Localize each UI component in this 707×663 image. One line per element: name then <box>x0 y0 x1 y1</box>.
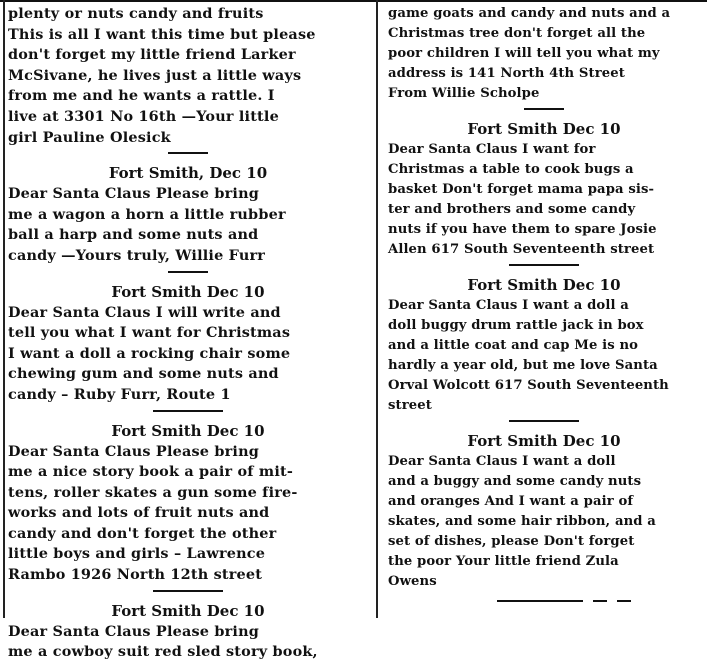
letter-ruby-furr <box>8 283 368 412</box>
text-line: candy —Yours truly, Willie Furr <box>8 246 266 264</box>
letter-cowboy-suit <box>8 602 368 663</box>
text-line: girl Pauline Olesick <box>8 128 171 146</box>
text-line: Dear Santa Claus I will write and <box>8 303 281 321</box>
text-line: Owens <box>388 574 437 589</box>
closing-dash-rule <box>428 600 700 602</box>
text-line: and oranges And I want a pair of <box>388 494 634 509</box>
text-line: Dear Santa Claus Please bring <box>8 442 260 460</box>
text-line: plenty or nuts candy and fruits <box>8 5 264 22</box>
dash-segment <box>617 600 631 602</box>
top-rule <box>0 0 707 2</box>
dash-segment <box>497 600 583 602</box>
text-line: candy and don't forget the other <box>8 524 277 542</box>
text-line: me a cowboy suit red sled story book, <box>8 643 318 661</box>
separator-rule <box>509 264 579 266</box>
text-line: tens, roller skates a gun some fire- <box>8 483 298 501</box>
right-column <box>388 4 700 616</box>
text-line: game goats and candy and nuts and a <box>388 6 671 21</box>
text-line: address is 141 North 4th Street <box>388 66 625 81</box>
separator-rule <box>524 108 564 110</box>
text-line: Dear Santa Claus Please bring <box>8 185 260 203</box>
text-line: tell you what I want for Christmas <box>8 324 291 342</box>
letter-dateline: Fort Smith, Dec 10 <box>108 164 268 183</box>
letter-lawrence-rambo <box>8 422 368 592</box>
letter-dateline: Fort Smith Dec 10 <box>467 432 621 450</box>
text-line: McSivane, he lives just a little ways <box>8 66 302 84</box>
text-line: Christmas a table to cook bugs a <box>388 162 634 177</box>
separator-rule <box>509 420 579 422</box>
text-line: Orval Wolcott 617 South Seventeenth <box>388 378 669 393</box>
text-line: ter and brothers and some candy <box>388 202 636 217</box>
text-line: me a nice story book a pair of mit- <box>8 463 294 481</box>
text-line: I want a doll a rocking chair some <box>8 344 291 362</box>
text-line: Dear Santa Claus I want for <box>388 142 596 157</box>
letter-orval-wolcott <box>388 276 700 422</box>
text-line: hardly a year old, but me love Santa <box>388 358 658 373</box>
text-line: the poor Your little friend Zula <box>388 554 619 569</box>
text-line: Rambo 1926 North 12th street <box>8 566 263 584</box>
text-line: Dear Santa Claus Please bring <box>8 622 260 640</box>
text-line: skates, and some hair ribbon, and a <box>388 514 656 529</box>
separator-rule <box>153 590 223 592</box>
text-line: live at 3301 No 16th —Your little <box>8 107 279 125</box>
left-column <box>8 4 368 661</box>
text-line: street <box>388 398 432 413</box>
text-line: set of dishes, please Don't forget <box>388 534 635 549</box>
text-line: poor children I will tell you what my <box>388 46 660 61</box>
separator-rule <box>168 152 208 154</box>
letter-dateline: Fort Smith Dec 10 <box>467 276 621 294</box>
left-edge-rule <box>3 0 5 618</box>
letter-dateline: Fort Smith Dec 10 <box>467 120 621 138</box>
text-line: basket Don't forget mama papa sis- <box>388 182 655 197</box>
text-line: from me and he wants a rattle. I <box>8 87 275 105</box>
text-line: works and lots of fruit nuts and <box>8 504 270 522</box>
text-line: and a buggy and some candy nuts <box>388 474 642 489</box>
separator-rule <box>153 410 223 412</box>
column-rule <box>376 0 378 618</box>
letter-dateline: Fort Smith Dec 10 <box>111 601 265 620</box>
text-line: Allen 617 South Seventeenth street <box>388 242 655 257</box>
text-line: This is all I want this time but please <box>8 25 316 43</box>
text-line: ball a harp and some nuts and <box>8 226 259 244</box>
separator-rule <box>168 271 208 273</box>
text-line: Dear Santa Claus I want a doll a <box>388 298 629 313</box>
text-line: little boys and girls – Lawrence <box>8 545 266 563</box>
letter-dateline: Fort Smith Dec 10 <box>111 282 265 301</box>
text-line: From Willie Scholpe <box>388 86 540 101</box>
letter-zula-owens <box>388 432 700 602</box>
text-line: doll buggy drum rattle jack in box <box>388 318 644 333</box>
dash-segment <box>593 600 607 602</box>
letter-willie-furr <box>8 164 368 272</box>
text-line: nuts if you have them to spare Josie <box>388 222 657 237</box>
letter-dateline: Fort Smith Dec 10 <box>111 421 265 440</box>
letter-pauline-olesick <box>8 4 368 154</box>
letter-josie-allen <box>388 120 700 266</box>
text-line: don't forget my little friend Larker <box>8 46 296 64</box>
text-line: Christmas tree don't forget all the <box>388 26 646 41</box>
text-line: Dear Santa Claus I want a doll <box>388 454 616 469</box>
text-line: and a little coat and cap Me is no <box>388 338 639 353</box>
letter-willie-scholpe <box>388 4 700 110</box>
text-line: me a wagon a horn a little rubber <box>8 205 286 223</box>
text-line: candy – Ruby Furr, Route 1 <box>8 385 231 403</box>
text-line: chewing gum and some nuts and <box>8 365 279 383</box>
